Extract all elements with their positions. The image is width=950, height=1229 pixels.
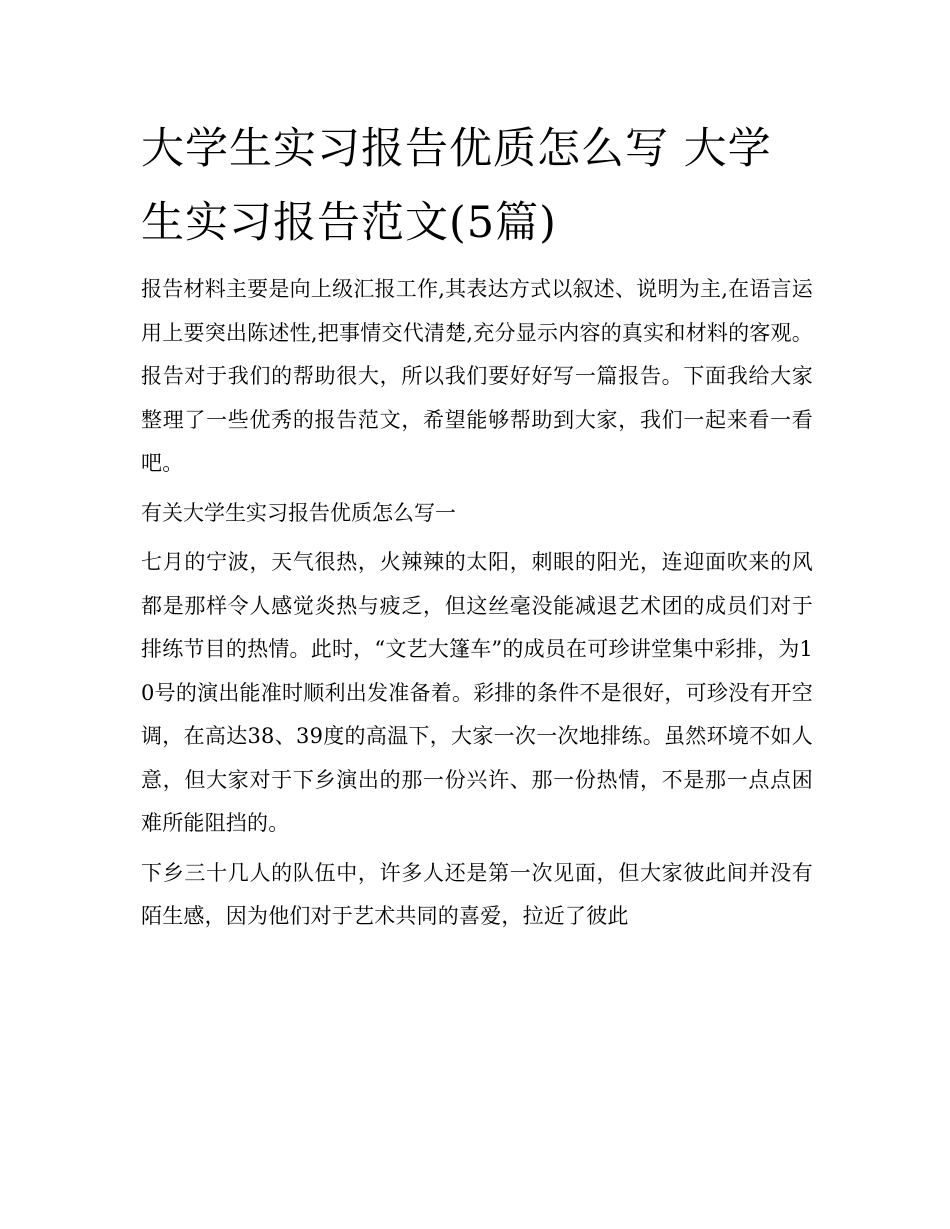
intro-paragraph: 报告材料主要是向上级汇报工作,其表达方式以叙述、说明为主,在语言运用上要突出陈述性,把事情交代清楚,充分显示内容的真实和材料的客观。报告对于我们的帮助很大，所以我们要好好写一篇报告。下面我给大家整理了一些优秀的报告范文，希望能够帮助到大家，我们一起来看一看吧。 [141, 277, 813, 475]
body-paragraph-1: 七月的宁波，天气很热，火辣辣的太阳，刺眼的阳光，连迎面吹来的风都是那样令人感觉炎热与疲乏，但这丝毫没能减退艺术团的成员们对于排练节目的热情。此时，“文艺大篷车”的成员在可珍讲堂集中彩排，为10号的演出能准时顺利出发准备着。彩排的条件不是很好，可珍没有开空调，在高达38、39度的高温下，大家一次一次地排练。虽然环境不如人意，但大家对于下乡演出的那一份兴许、那一份热情，不是那一点点困难所能阻挡的。 [141, 550, 813, 835]
document-title: 大学生实习报告优质怎么写 大学生实习报告范文(5篇) [141, 124, 772, 248]
body-paragraph-2: 下乡三十几人的队伍中，许多人还是第一次见面，但大家彼此间并没有陌生感，因为他们对于艺术共同的喜爱，拉近了彼此 [141, 860, 813, 928]
section-heading: 有关大学生实习报告优质怎么写一 [141, 500, 456, 525]
document-page [141, 112, 813, 945]
